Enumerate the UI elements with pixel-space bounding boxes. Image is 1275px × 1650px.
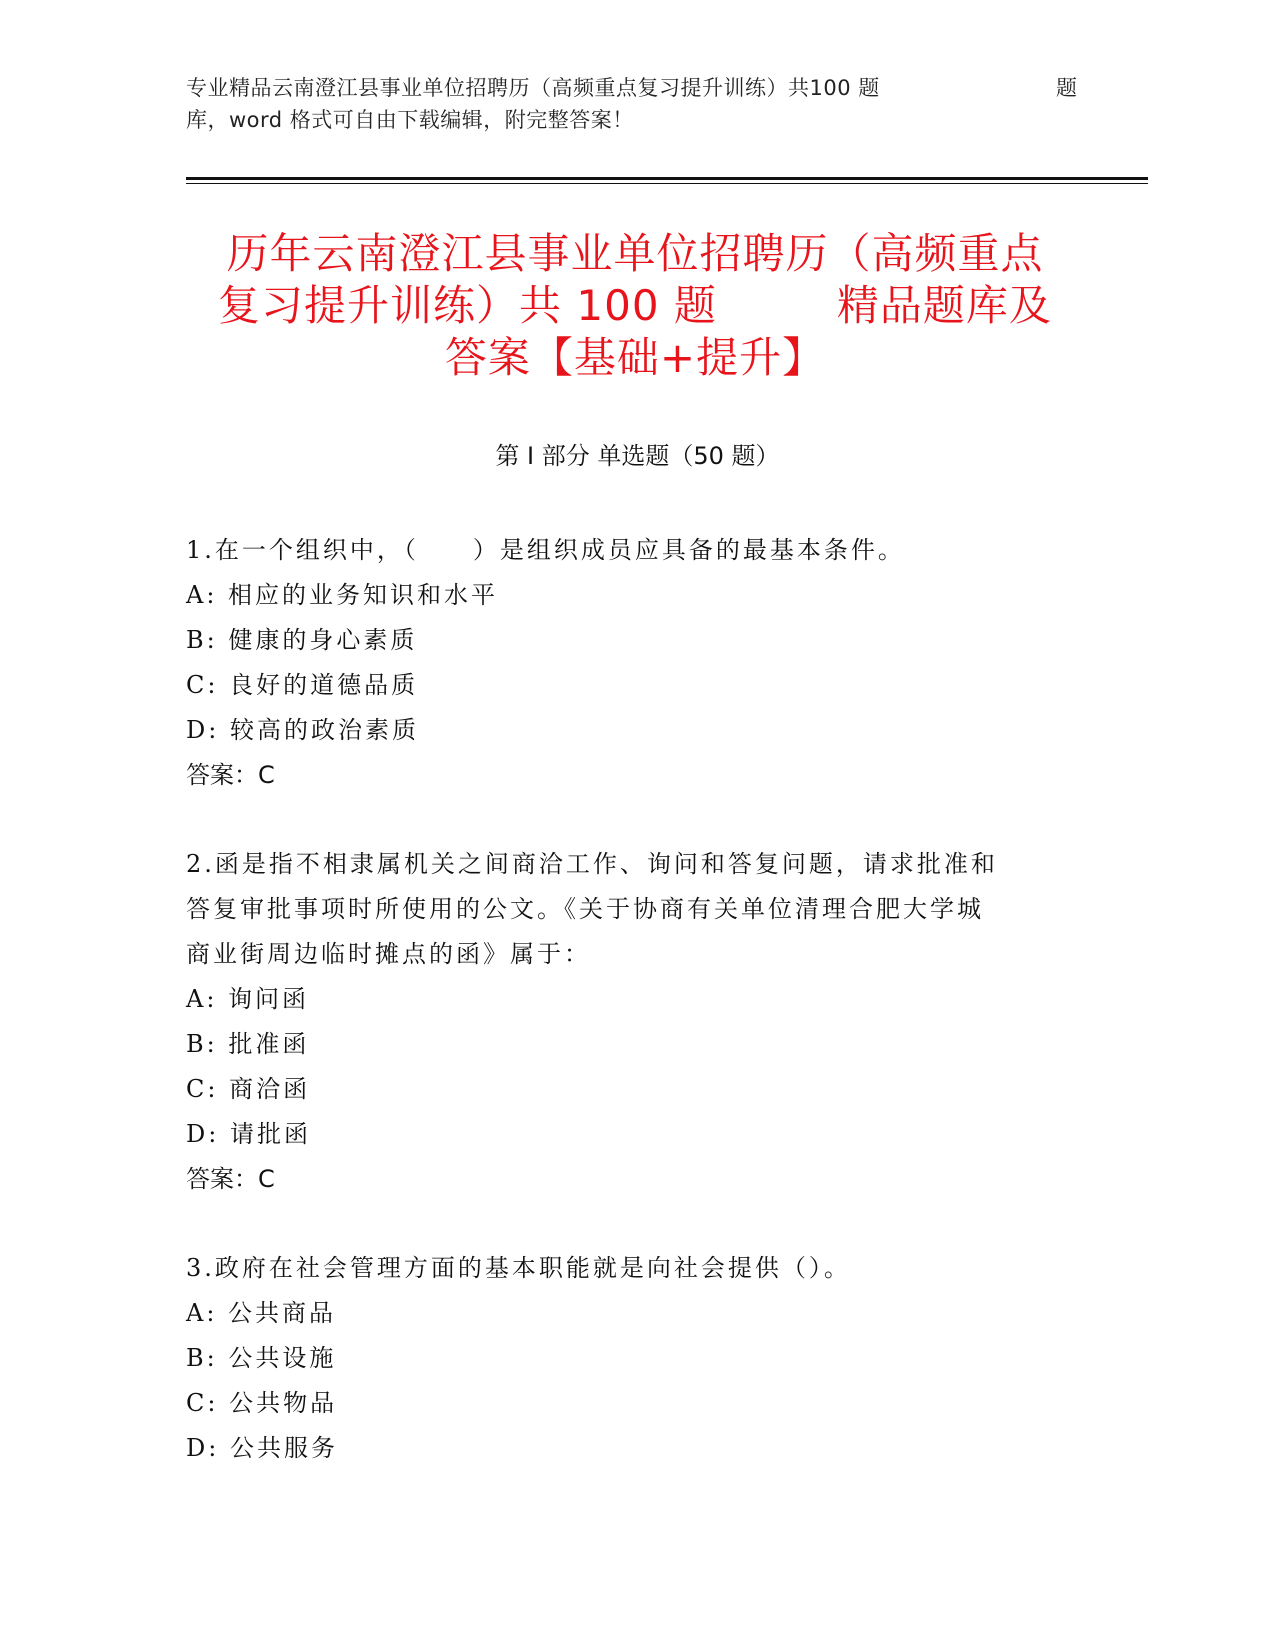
question-2 xyxy=(186,842,1066,1202)
question-3 xyxy=(186,1246,1066,1471)
option-b: B: 健康的身心素质 xyxy=(186,626,418,654)
question-text: 答复审批事项时所使用的公文。《关于协商有关单位清理合肥大学城 xyxy=(186,895,984,923)
option-c: C: 商洽函 xyxy=(186,1075,311,1103)
title-line-2a: 复习提升训练）共 100 题 xyxy=(218,281,717,330)
title-line-2b: 精品题库及 xyxy=(836,281,1052,330)
option-b: B: 批准函 xyxy=(186,1030,310,1058)
option-a: A: 公共商品 xyxy=(186,1299,337,1327)
header-line-1 xyxy=(186,72,1086,104)
title-line-1: 历年云南澄江县事业单位招聘历（高频重点 xyxy=(226,229,1044,278)
option-d: D: 请批函 xyxy=(186,1120,311,1148)
title-line-2 xyxy=(180,280,1090,332)
answer-text: 答案：C xyxy=(186,1165,275,1193)
question-text: 商业街周边临时摊点的函》属于： xyxy=(186,940,591,968)
option-a: A: 相应的业务知识和水平 xyxy=(186,581,499,609)
title-line-3: 答案【基础+提升】 xyxy=(444,333,826,382)
option-c: C: 公共物品 xyxy=(186,1389,338,1417)
header-divider-thick xyxy=(186,177,1148,180)
document-title xyxy=(180,228,1090,384)
section-title: 第 I 部分 单选题（50 题） xyxy=(495,442,780,470)
answer-text: 答案：C xyxy=(186,761,275,789)
option-d: D: 公共服务 xyxy=(186,1434,338,1462)
option-b: B: 公共设施 xyxy=(186,1344,337,1372)
question-text: 2.函是指不相隶属机关之间商洽工作、询问和答复问题，请求批准和 xyxy=(186,850,998,878)
question-1 xyxy=(186,528,1066,798)
header-divider-thin xyxy=(186,183,1148,184)
question-text: 3.政府在社会管理方面的基本职能就是向社会提供（）。 xyxy=(186,1254,851,1282)
option-d: D: 较高的政治素质 xyxy=(186,716,419,744)
option-c: C: 良好的道德品质 xyxy=(186,671,419,699)
question-text: 1.在一个组织中，（ ）是组织成员应具备的最基本条件。 xyxy=(186,536,905,564)
header-text-1-tail: 题 xyxy=(1056,76,1078,100)
option-a: A: 询问函 xyxy=(186,985,310,1013)
page-header xyxy=(186,72,1086,136)
question-list xyxy=(186,528,1066,1515)
header-line-2: 库，word 格式可自由下载编辑，附完整答案！ xyxy=(186,108,634,132)
header-text-1: 专业精品云南澄江县事业单位招聘历（高频重点复习提升训练）共100 题 xyxy=(186,76,880,100)
